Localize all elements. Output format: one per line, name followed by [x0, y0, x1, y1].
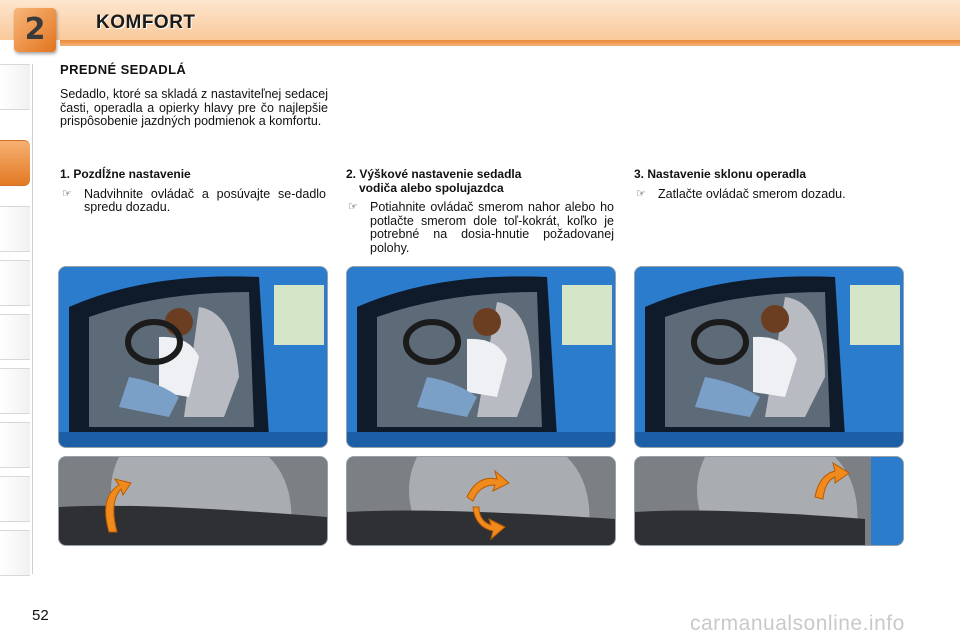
instruction-text: Potiahnite ovládač smerom nahor alebo ho potlačte smerom dole toľ-kokrát, koľko je potrebné na dosia-hnutie požadovanej polohy. [370, 200, 614, 255]
car-seat-photo-3 [634, 266, 904, 448]
column-title [346, 168, 614, 195]
car-seat-photo-1 [58, 266, 328, 448]
instruction-text: Zatlačte ovládač smerom dozadu. [658, 186, 846, 201]
instruction-text: Nadvihnite ovládač a posúvajte se-dadlo spredu dozadu. [84, 186, 326, 214]
side-tab-3[interactable] [0, 206, 30, 252]
side-tab-6[interactable] [0, 368, 30, 414]
hand-pointer-icon: ☞ [636, 187, 646, 200]
seat-detail-photo-3 [634, 456, 904, 546]
car-seat-photo-2 [346, 266, 616, 448]
seat-detail-photo-1 [58, 456, 328, 546]
column-title-line1: 2. Výškové nastavenie sedadla [346, 167, 522, 181]
column-backrest [634, 168, 902, 201]
column-title-line1: 3. Nastavenie sklonu operadla [634, 167, 807, 181]
column-title [634, 168, 902, 182]
header-stripe [60, 40, 960, 46]
side-tab-4[interactable] [0, 260, 30, 306]
column-title-line1: 1. Pozdĺžne nastavenie [60, 167, 191, 181]
column-longitudinal [60, 168, 326, 215]
column-height [346, 168, 614, 255]
side-tab-1[interactable] [0, 64, 30, 110]
side-tab-9[interactable] [0, 530, 30, 576]
side-tab-7[interactable] [0, 422, 30, 468]
side-tab-strip [0, 64, 33, 574]
page-number: 52 [32, 607, 49, 624]
chapter-badge: 2 [14, 8, 56, 52]
seat-detail-photo-2 [346, 456, 616, 546]
section-title: PREDNÉ SEDADLÁ [60, 62, 187, 77]
side-tab-2-active[interactable] [0, 140, 30, 186]
column-title-line2: vodiča alebo spolujazdca [359, 180, 504, 195]
side-tab-8[interactable] [0, 476, 30, 522]
column-title [60, 168, 326, 182]
intro-paragraph: Sedadlo, ktoré sa skladá z nastaviteľnej sedacej časti, operadla a opierky hlavy pre čo najlepšie prispôsobenie jazdných podmienok a komfortu. [60, 87, 328, 128]
watermark: carmanualsonline.info [690, 612, 905, 635]
side-tab-5[interactable] [0, 314, 30, 360]
hand-pointer-icon: ☞ [62, 187, 72, 200]
hand-pointer-icon: ☞ [348, 201, 358, 213]
chapter-title: KOMFORT [96, 12, 196, 33]
